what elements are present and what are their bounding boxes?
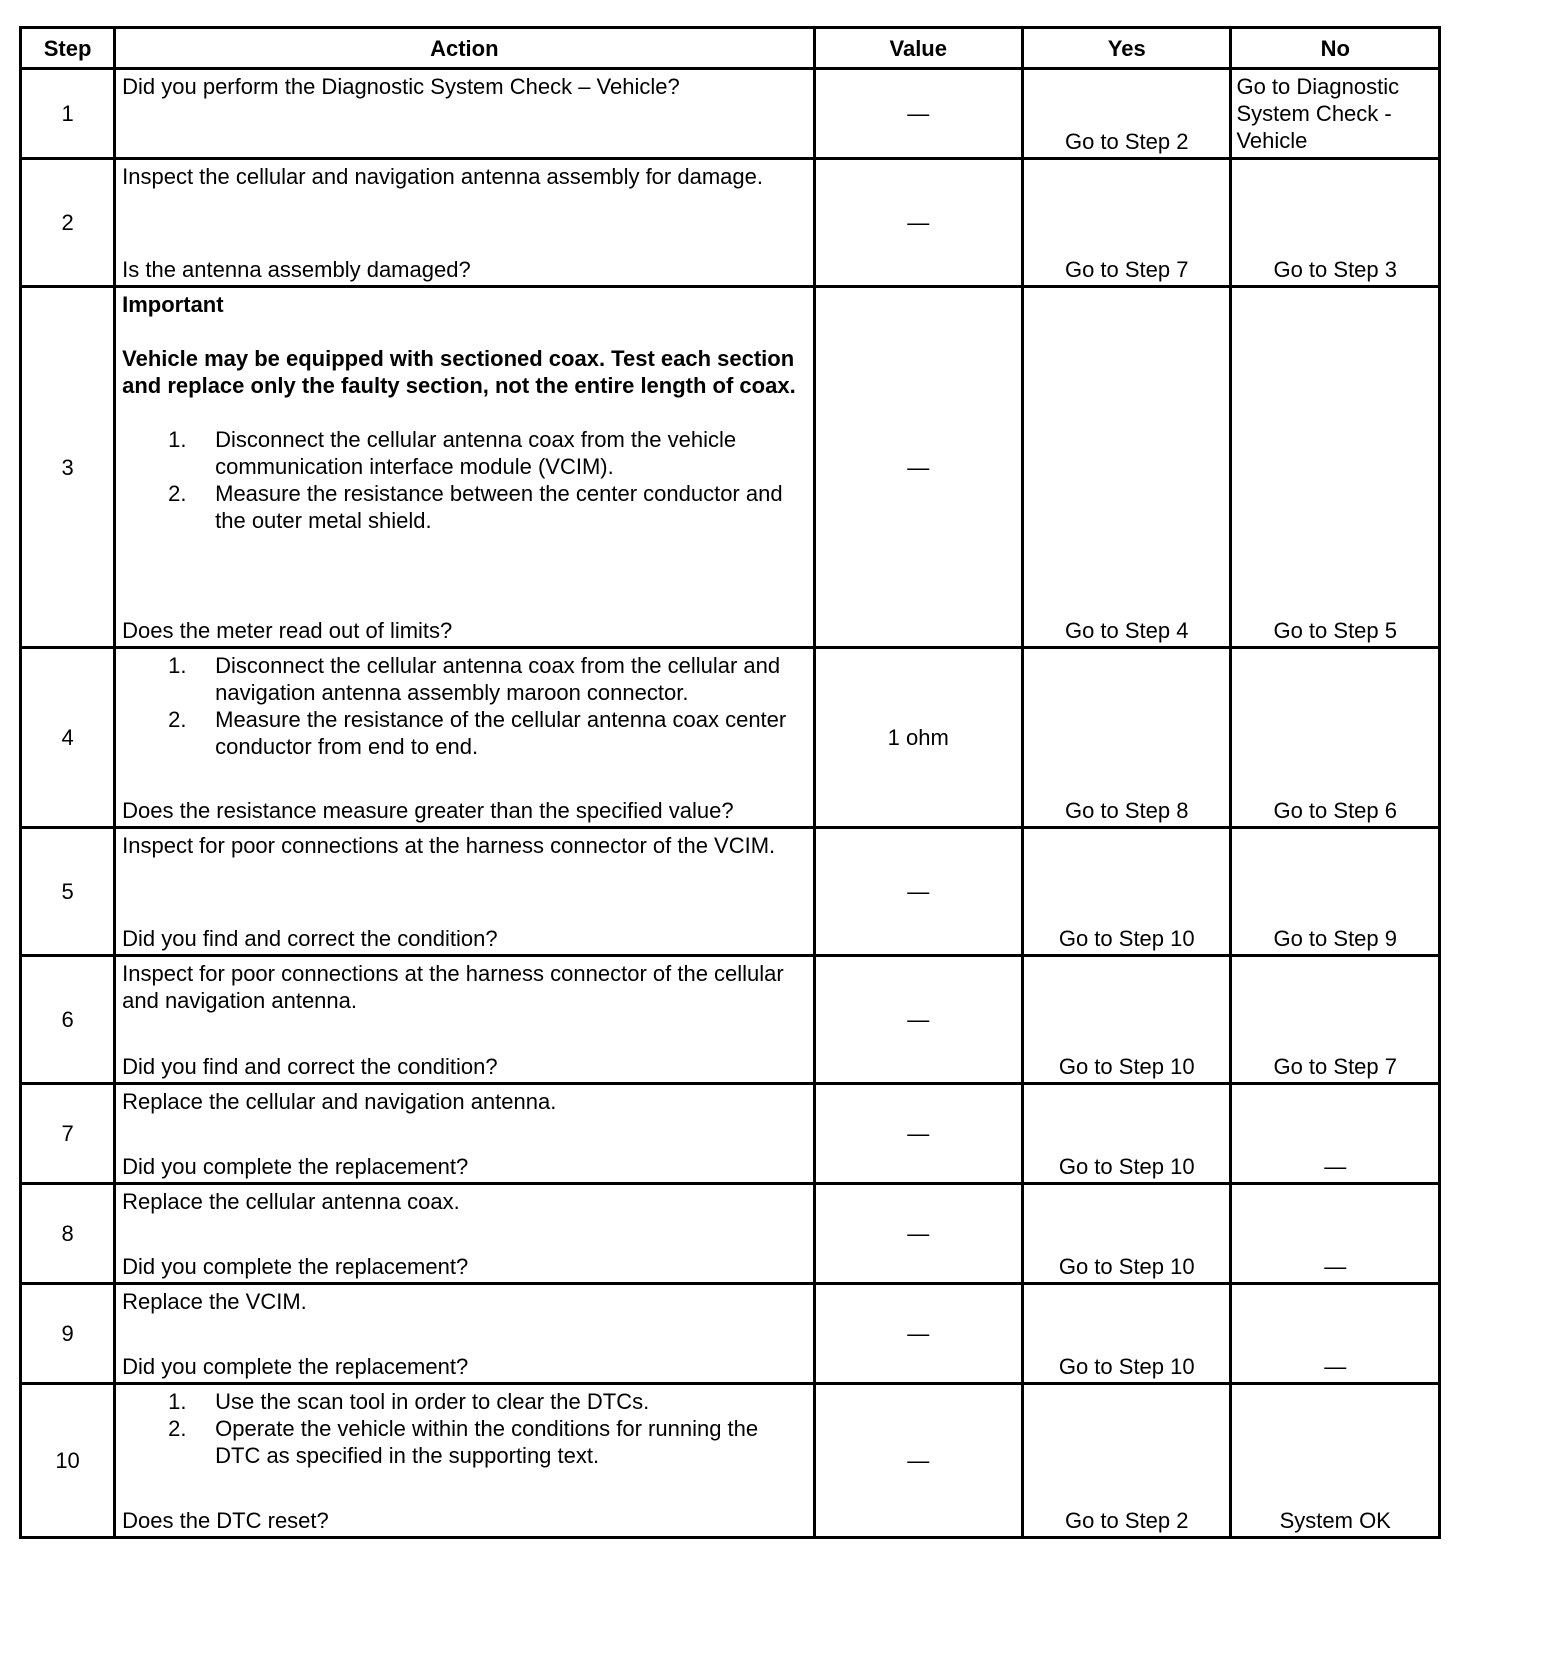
no-link[interactable]: Go to Step 7 [1273, 1054, 1397, 1079]
yes-link[interactable]: Go to Step 10 [1058, 1154, 1195, 1179]
yes-link[interactable]: Go to Step 8 [1064, 798, 1189, 823]
table-row [21, 287, 1440, 648]
no-link[interactable]: Go to Step 9 [1273, 926, 1397, 951]
action-steps-list [122, 1388, 806, 1469]
table-row [21, 648, 1440, 828]
yes-link[interactable]: Go to Step 4 [1064, 618, 1189, 643]
list-item: 2. Operate the vehicle within the conditions for running the DTC as specified in the supporting text. [168, 1416, 759, 1468]
action-text: Inspect for poor connections at the harness connector of the VCIM. [122, 833, 776, 858]
yes-cell [1022, 1184, 1230, 1284]
table-row [21, 69, 1440, 159]
action-cell [115, 648, 814, 828]
step-number: 6 [21, 956, 115, 1084]
action-cell [115, 159, 814, 287]
no-value: — [1324, 1154, 1347, 1179]
step-number: 10 [21, 1384, 115, 1538]
step-number: 4 [21, 648, 115, 828]
yes-cell [1022, 828, 1230, 956]
no-link[interactable]: Go to Diagnostic System Check - Vehicle [1236, 74, 1400, 153]
no-cell [1231, 159, 1440, 287]
value-cell: 1 ohm [814, 648, 1022, 828]
header-value: Value [814, 28, 1022, 69]
diagnostic-table [19, 26, 1441, 1539]
action-question: Is the antenna assembly damaged? [122, 257, 471, 282]
yes-cell [1022, 1284, 1230, 1384]
yes-link[interactable]: Go to Step 10 [1058, 1354, 1195, 1379]
table-row [21, 1384, 1440, 1538]
action-question: Did you complete the replacement? [122, 1354, 469, 1379]
no-link[interactable]: Go to Step 3 [1273, 257, 1397, 282]
action-text: Inspect for poor connections at the harness connector of the cellular and navigation antenna. [122, 961, 784, 1013]
action-steps-list [122, 652, 806, 760]
table-row [21, 956, 1440, 1084]
step-number: 9 [21, 1284, 115, 1384]
action-cell [115, 956, 814, 1084]
no-cell [1231, 828, 1440, 956]
no-cell [1231, 69, 1440, 159]
value-cell: — [814, 828, 1022, 956]
step-number: 5 [21, 828, 115, 956]
action-steps-list [122, 426, 806, 534]
no-cell [1231, 1084, 1440, 1184]
action-question: Did you complete the replacement? [122, 1254, 469, 1279]
action-text: Replace the cellular and navigation antenna. [122, 1089, 557, 1114]
action-question: Does the resistance measure greater than the specified value? [122, 798, 734, 823]
action-question: Did you find and correct the condition? [122, 1054, 498, 1079]
no-value: System OK [1279, 1508, 1391, 1533]
action-text: Replace the cellular antenna coax. [122, 1189, 460, 1214]
yes-link[interactable]: Go to Step 2 [1064, 129, 1189, 154]
yes-link[interactable]: Go to Step 10 [1058, 926, 1195, 951]
action-question: Does the meter read out of limits? [122, 618, 453, 643]
value-cell: — [814, 159, 1022, 287]
header-action: Action [115, 28, 814, 69]
header-no: No [1231, 28, 1440, 69]
table-row [21, 1184, 1440, 1284]
no-link[interactable]: Go to Step 5 [1273, 618, 1397, 643]
yes-cell [1022, 1084, 1230, 1184]
no-cell [1231, 1384, 1440, 1538]
yes-cell [1022, 956, 1230, 1084]
no-value: — [1324, 1354, 1347, 1379]
no-link[interactable]: Go to Step 6 [1273, 798, 1397, 823]
step-number: 7 [21, 1084, 115, 1184]
table-row [21, 159, 1440, 287]
value-cell: — [814, 287, 1022, 648]
step-number: 3 [21, 287, 115, 648]
table-row [21, 828, 1440, 956]
list-item: 1. Disconnect the cellular antenna coax from the cellular and navigation antenna assembly maroon connector. [168, 653, 781, 705]
header-step: Step [21, 28, 115, 69]
action-cell [115, 1084, 814, 1184]
table-row [21, 1284, 1440, 1384]
yes-cell [1022, 648, 1230, 828]
no-cell [1231, 1284, 1440, 1384]
list-item: 1. Use the scan tool in order to clear the DTCs. [168, 1389, 650, 1414]
list-item: 1. Disconnect the cellular antenna coax from the vehicle communication interface module (VCIM). [168, 427, 737, 479]
value-cell: — [814, 1184, 1022, 1284]
yes-cell [1022, 287, 1230, 648]
yes-cell [1022, 69, 1230, 159]
action-cell [115, 828, 814, 956]
action-question: Did you complete the replacement? [122, 1154, 469, 1179]
yes-cell [1022, 159, 1230, 287]
action-cell [115, 287, 814, 648]
step-number: 2 [21, 159, 115, 287]
important-title: Important [122, 292, 224, 317]
action-text: Did you perform the Diagnostic System Check – Vehicle? [122, 74, 680, 99]
yes-link[interactable]: Go to Step 10 [1058, 1254, 1195, 1279]
value-cell: — [814, 1084, 1022, 1184]
action-cell [115, 69, 814, 159]
important-text: Vehicle may be equipped with sectioned coax. Test each section and replace only the faulty section, not the entire length of coax. [122, 346, 796, 398]
step-number: 8 [21, 1184, 115, 1284]
table-row [21, 1084, 1440, 1184]
step-number: 1 [21, 69, 115, 159]
list-item: 2. Measure the resistance of the cellular antenna coax center conductor from end to end. [168, 707, 787, 759]
action-question: Does the DTC reset? [122, 1508, 329, 1533]
value-cell: — [814, 1384, 1022, 1538]
no-cell [1231, 1184, 1440, 1284]
yes-cell [1022, 1384, 1230, 1538]
action-cell [115, 1384, 814, 1538]
no-cell [1231, 287, 1440, 648]
action-question: Did you find and correct the condition? [122, 926, 498, 951]
header-yes: Yes [1022, 28, 1230, 69]
yes-link[interactable]: Go to Step 7 [1064, 257, 1189, 282]
no-value: — [1324, 1254, 1347, 1279]
yes-link[interactable]: Go to Step 2 [1064, 1508, 1189, 1533]
action-cell [115, 1184, 814, 1284]
value-cell: — [814, 1284, 1022, 1384]
value-cell: — [814, 956, 1022, 1084]
value-cell: — [814, 69, 1022, 159]
action-text: Replace the VCIM. [122, 1289, 307, 1314]
list-item: 2. Measure the resistance between the center conductor and the outer metal shield. [168, 481, 783, 533]
no-cell [1231, 648, 1440, 828]
yes-link[interactable]: Go to Step 10 [1058, 1054, 1195, 1079]
no-cell [1231, 956, 1440, 1084]
action-cell [115, 1284, 814, 1384]
header-row [21, 28, 1440, 69]
action-text: Inspect the cellular and navigation antenna assembly for damage. [122, 164, 763, 189]
